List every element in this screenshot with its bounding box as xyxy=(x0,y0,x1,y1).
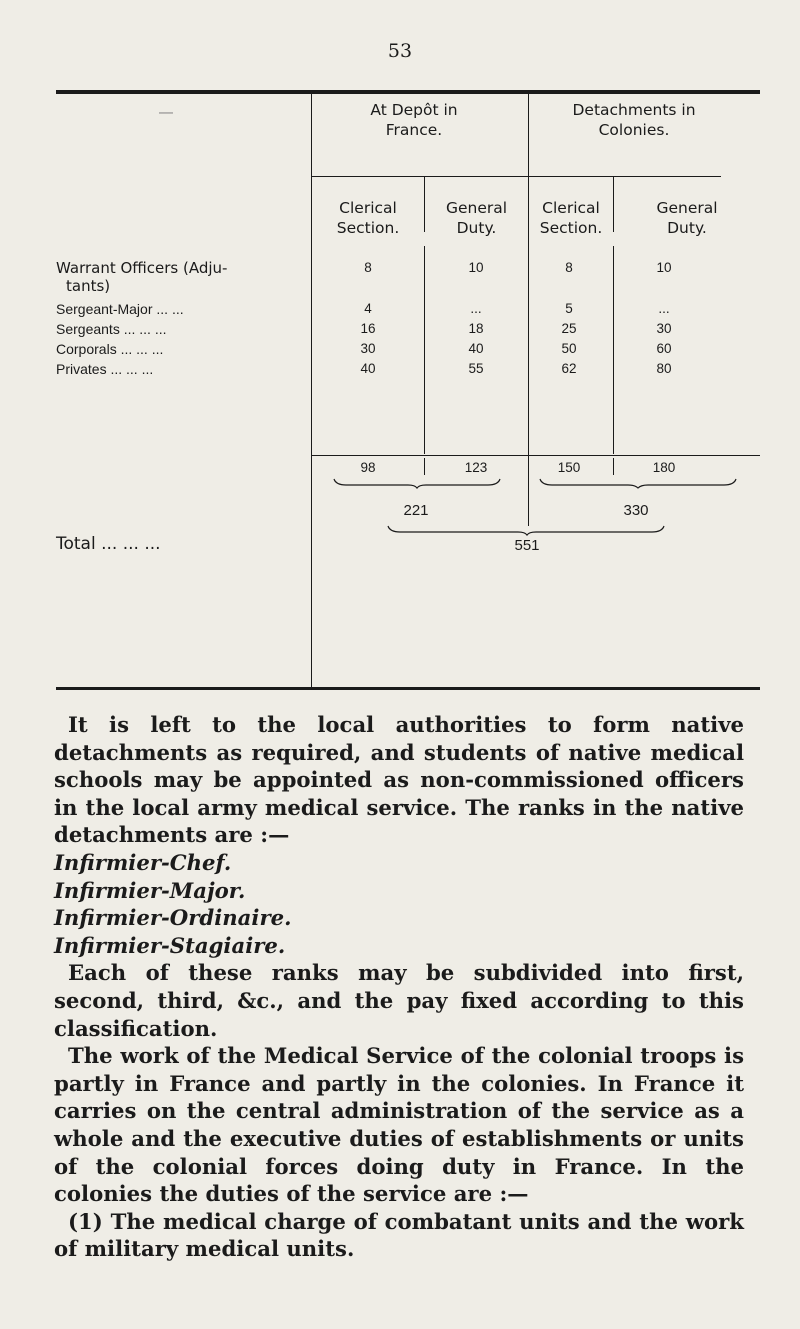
column-total-2: 150 xyxy=(557,460,581,475)
cell-r3-c1: 40 xyxy=(468,341,484,356)
group-header-colonies-line2: Colonies. xyxy=(598,121,670,139)
body-text xyxy=(54,711,744,1263)
cell-r1-c1: ... xyxy=(470,301,482,316)
cell-r4-c0: 40 xyxy=(360,361,376,376)
group-divider xyxy=(528,90,529,526)
cell-r2-c3: 30 xyxy=(656,321,672,336)
group-total-depot: 221 xyxy=(403,502,429,519)
group-total-colonies: 330 xyxy=(623,502,649,519)
subheader-colonies-clerical-line2: Section. xyxy=(539,219,603,237)
subheader-depot-general-line1: General xyxy=(445,199,508,217)
column-total-3: 180 xyxy=(652,460,676,475)
page-number: 53 xyxy=(387,40,413,62)
cell-r2-c0: 16 xyxy=(360,321,376,336)
cell-r3-c0: 30 xyxy=(360,341,376,356)
cell-r1-c3: ... xyxy=(658,301,670,316)
subheader-colonies-general-line2: Duty. xyxy=(667,219,707,237)
stub-divider xyxy=(311,90,312,687)
personnel-table xyxy=(56,90,760,690)
cell-r0-c2: 8 xyxy=(565,260,573,275)
group-header-depot-line2: France. xyxy=(385,121,443,139)
cell-r2-c2: 25 xyxy=(561,321,577,336)
rank-infirmier-chef: Infirmier-Chef. xyxy=(54,849,232,875)
group-header-depot-line1: At Depôt in xyxy=(370,101,458,119)
table-bottom-rule xyxy=(56,687,760,690)
group-header-rule xyxy=(311,176,721,177)
cell-r3-c3: 60 xyxy=(656,341,672,356)
rank-infirmier-ordinaire: Infirmier-Ordinaire. xyxy=(54,905,292,931)
row-label-warrant-officers: Warrant Officers (Adju- xyxy=(56,259,228,277)
row-label-total: Total ... ... ... xyxy=(56,534,161,554)
cell-r0-c3: 10 xyxy=(656,260,672,275)
cell-r1-c2: 5 xyxy=(565,301,573,316)
rank-infirmier-stagiaire: Infirmier-Stagiaire. xyxy=(54,932,286,958)
row-label-privates: Privates ... ... ... xyxy=(56,361,154,377)
cell-r4-c3: 80 xyxy=(656,361,672,376)
subheader-depot-clerical-line1: Clerical xyxy=(339,199,397,217)
row-label-corporals: Corporals ... ... ... xyxy=(56,341,164,357)
brace-colonies-total xyxy=(538,477,738,489)
subheader-depot-general-line2: Duty. xyxy=(456,219,497,237)
table-top-rule xyxy=(56,90,760,94)
cell-r3-c2: 50 xyxy=(561,341,577,356)
subheader-colonies-clerical-line1: Clerical xyxy=(542,199,600,217)
group-header-colonies-line1: Detachments in xyxy=(572,101,696,119)
paragraph-medical-service-work: The work of the Medical Service of the colonial troops is partly in France and partly in the colonies. In France it carries on the central administration of the service as a whole and the executive duties of establishments or units of the colonial forces doing duty in France. In the colonies the duties of the service are :— xyxy=(54,1043,744,1207)
subheader-colonies-general-line1: General xyxy=(656,199,718,217)
paragraph-native-detachments: It is left to the local authorities to form native detachments as required, and students of native medical schools may be appointed as non-commissioned officers in the local army medical service. The ranks in the native detachments are :— xyxy=(54,712,744,848)
row-label-sergeants: Sergeants ... ... ... xyxy=(56,321,167,337)
brace-grand-total xyxy=(386,524,666,536)
subheader-depot-clerical-line2: Section. xyxy=(336,219,400,237)
cell-r1-c0: 4 xyxy=(364,301,372,316)
rank-infirmier-major: Infirmier-Major. xyxy=(54,877,246,903)
colonies-subdivider-body xyxy=(613,246,614,454)
row-label-warrant-officers-cont: tants) xyxy=(66,277,111,295)
grand-total: 551 xyxy=(514,537,540,554)
column-totals-rule xyxy=(311,455,760,456)
depot-subdivider-body xyxy=(424,246,425,454)
cell-r4-c1: 55 xyxy=(468,361,484,376)
cell-r4-c2: 62 xyxy=(561,361,577,376)
cell-r2-c1: 18 xyxy=(468,321,484,336)
colonies-subdivider-totals xyxy=(613,458,614,475)
brace-depot-total xyxy=(332,477,502,489)
column-total-1: 123 xyxy=(464,460,488,475)
paragraph-duty-1: (1) The medical charge of combatant units and the work of military medical units. xyxy=(54,1208,744,1262)
cell-r0-c0: 8 xyxy=(364,260,372,275)
paragraph-subdivision: Each of these ranks may be subdivided into first, second, third, &c., and the pay fixed according to this classification. xyxy=(54,960,744,1041)
cell-r0-c1: 10 xyxy=(468,260,484,275)
depot-subdivider-totals xyxy=(424,458,425,475)
row-label-sergeant-major: Sergeant-Major ... ... xyxy=(56,301,184,317)
stub-header: — xyxy=(158,103,174,121)
column-total-0: 98 xyxy=(360,460,376,475)
